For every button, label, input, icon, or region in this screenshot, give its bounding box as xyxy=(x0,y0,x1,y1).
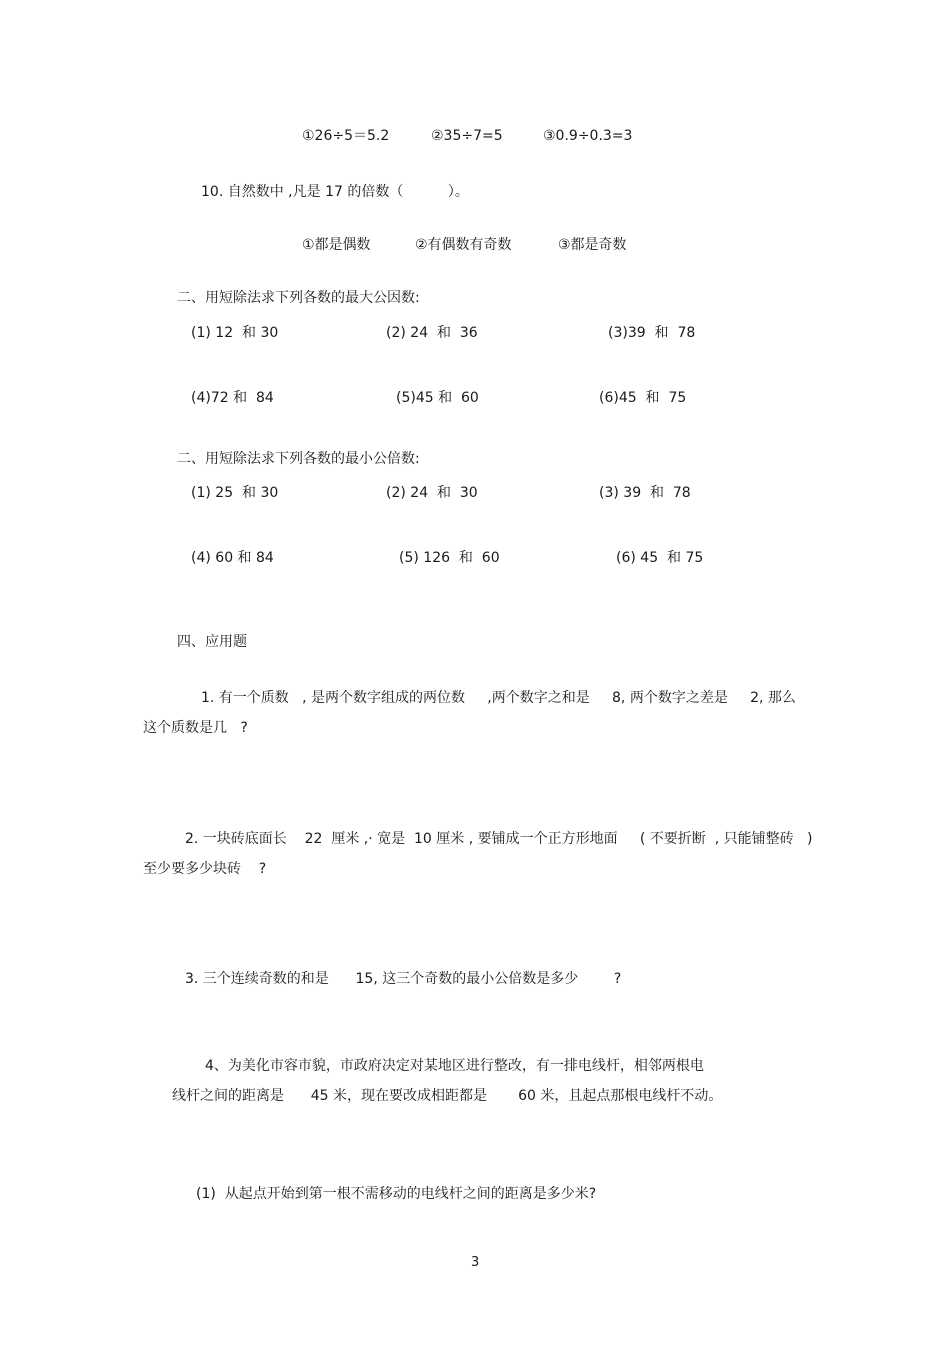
lcm-item: (2) 24 和 30 xyxy=(386,485,478,501)
gcd-item: (4)72 和 84 xyxy=(191,390,274,406)
gcd-item: (3)39 和 78 xyxy=(608,325,696,341)
lcm-item: (3) 39 和 78 xyxy=(599,485,691,501)
problem-2-line-2: 至少要多少块砖 ? xyxy=(143,861,267,877)
problem-1-line-2: 这个质数是几 ? xyxy=(143,720,248,736)
gcd-item: (2) 24 和 36 xyxy=(386,325,478,341)
problem-3: 3. 三个连续奇数的和是 15, 这三个奇数的最小公倍数是多少 ? xyxy=(185,971,622,987)
lcm-item: (4) 60 和 84 xyxy=(191,550,274,566)
q9-option-1: ①26÷5＝5.2 xyxy=(302,128,390,144)
q10-option-1: ①都是偶数 xyxy=(302,237,371,253)
problem-4-sub-1: (1) 从起点开始到第一根不需移动的电线杆之间的距离是多少米? xyxy=(196,1186,597,1202)
q10-option-3: ③都是奇数 xyxy=(558,237,627,253)
lcm-item: (1) 25 和 30 xyxy=(191,485,279,501)
gcd-item: (6)45 和 75 xyxy=(599,390,687,406)
problem-4-line-2: 线杆之间的距离是 45 米，现在要改成相距都是 60 米，且起点那根电线杆不动。 xyxy=(172,1088,723,1104)
q9-option-2: ②35÷7=5 xyxy=(431,128,503,144)
gcd-item: (5)45 和 60 xyxy=(396,390,479,406)
problem-1-line-1: 1. 有一个质数 , 是两个数字组成的两位数 ,两个数字之和是 8, 两个数字之差是 2, 那么 xyxy=(201,690,796,706)
gcd-heading: 二、用短除法求下列各数的最大公因数: xyxy=(177,290,420,306)
app-heading: 四、应用题 xyxy=(177,634,247,650)
q9-option-3: ③0.9÷0.3=3 xyxy=(543,128,633,144)
gcd-item: (1) 12 和 30 xyxy=(191,325,279,341)
problem-2-line-1: 2. 一块砖底面长 22 厘米 ,· 宽是 10 厘米 , 要铺成一个正方形地面 ( 不要折断 , 只能铺整砖 ) xyxy=(185,831,813,847)
lcm-item: (5) 126 和 60 xyxy=(399,550,500,566)
q10-option-2: ②有偶数有奇数 xyxy=(415,237,512,253)
problem-4-line-1: 4、为美化市容市貌，市政府决定对某地区进行整改，有一排电线杆，相邻两根电 xyxy=(205,1058,704,1074)
page-number: 3 xyxy=(471,1255,480,1270)
q10-question: 10. 自然数中 ,凡是 17 的倍数（ ）。 xyxy=(201,184,469,200)
lcm-item: (6) 45 和 75 xyxy=(616,550,704,566)
lcm-heading: 二、用短除法求下列各数的最小公倍数: xyxy=(177,451,420,467)
